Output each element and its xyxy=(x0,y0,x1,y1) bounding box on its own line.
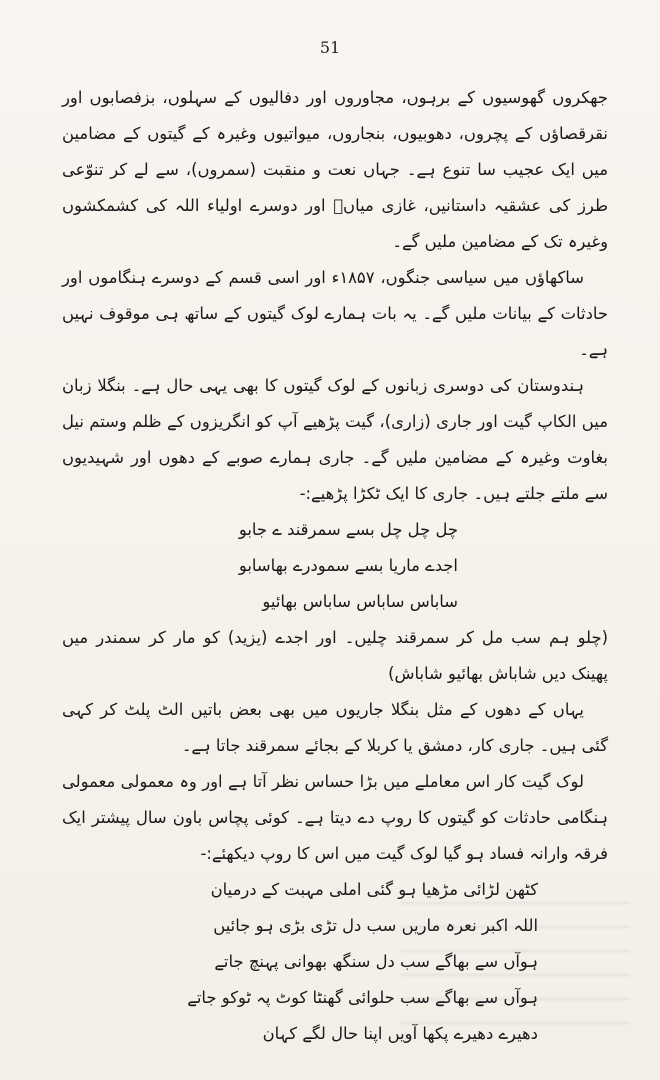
paragraph-2: ساکھاؤں میں سیاسی جنگوں، ۱۸۵۷ء اور اسی قسم کے دوسرے ہنگاموں اور حادثات کے بیانات ملیں گے۔ یہ بات ہمارے لوک گیتوں کے ساتھ ہی موقوف نہیں ہے۔ xyxy=(62,268,608,359)
poem2-line-2: اللہ اکبر نعرہ ماریں سب دل تڑی بڑی ہو جائیں xyxy=(213,916,538,935)
translation-paragraph: (چلو ہم سب مل کر سمرقند چلیں۔ اور اجدے (یزید) کو مار کر سمندر میں پھینک دیں شاباش بھائیو شاباش) xyxy=(62,628,608,683)
poem-line-2: اجدے ماریا بسے سمودرے بھاسابو xyxy=(238,556,458,575)
poem-line-3: ساباس ساباس ساباس بھائیو xyxy=(262,592,458,611)
poem2-line-4: ہوآں سے بھاگے سب حلوائی گھنٹا کوٹ پہ ٹوکو جاتے xyxy=(187,988,538,1007)
poem2-line-1: کٹھن لڑائی مڑھیا ہو گئی املی مہبت کے درمیان xyxy=(210,880,538,899)
bleed-through-text xyxy=(400,880,630,1030)
poem2-line-5: دھیرے دھیرے پکھا آویں اپنا حال لگے کہان xyxy=(262,1024,538,1043)
paragraph-5: لوک گیت کار اس معاملے میں بڑا حساس نظر آتا ہے اور وہ معمولی معمولی ہنگامی حادثات کو گیتوں کا روپ دے دیتا ہے۔ کوئی پچاس باون سال پیشتر ایک فرقہ وارانہ فساد ہو گیا لوک گیت میں اس کا روپ دیکھئے:- xyxy=(62,772,608,863)
paragraph-3: ہندوستان کی دوسری زبانوں کے لوک گیتوں کا بھی یہی حال ہے۔ بنگلا زبان میں الکاپ گیت اور جاری (زاری)، گیت پڑھیے آپ کو انگریزوں کے ظلم وستم نیل بغاوت وغیرہ کے مضامین ملیں گے۔ جاری ہمارے صوبے کے دھوں اور شہیدیوں سے ملتے جلتے ہیں۔ جاری کا ایک ٹکڑا پڑھیے:- xyxy=(62,376,608,503)
page-number: 51 xyxy=(319,38,341,57)
paragraph-4: یہاں کے دھوں کے مثل بنگلا جاریوں میں بھی بعض باتیں الٹ پلٹ کر کہی گئی ہیں۔ جاری کار، دمشق یا کربلا کے بجائے سمرقند جاتا ہے۔ xyxy=(62,700,608,755)
poem-line-1: چل چل چل بسے سمرقند ے جابو xyxy=(238,520,458,539)
poem2-line-3: ہوآں سے بھاگے سب دل سنگھ بھوانی پہنچ جاتے xyxy=(214,952,538,971)
paragraph-1: جھکروں گھوسیوں کے برہوں، مجاوروں اور دفالیوں کے سہلوں، بزفصابوں اور نقرقصاؤں کے پچروں، دھوبیوں، بنجاروں، میواتیوں وغیرہ کے گیتوں کے مضامین میں ایک عجیب سا تنوع ہے۔ جہاں نعت و منقبت (سمروں)، سے لے کر تنوّعی طرز کی عشقیہ داستانیں، غازی میاںؒ اور دوسرے اولیاء اللہ کی کشمکشوں وغیرہ تک کے مضامین ملیں گے۔ xyxy=(62,88,608,251)
